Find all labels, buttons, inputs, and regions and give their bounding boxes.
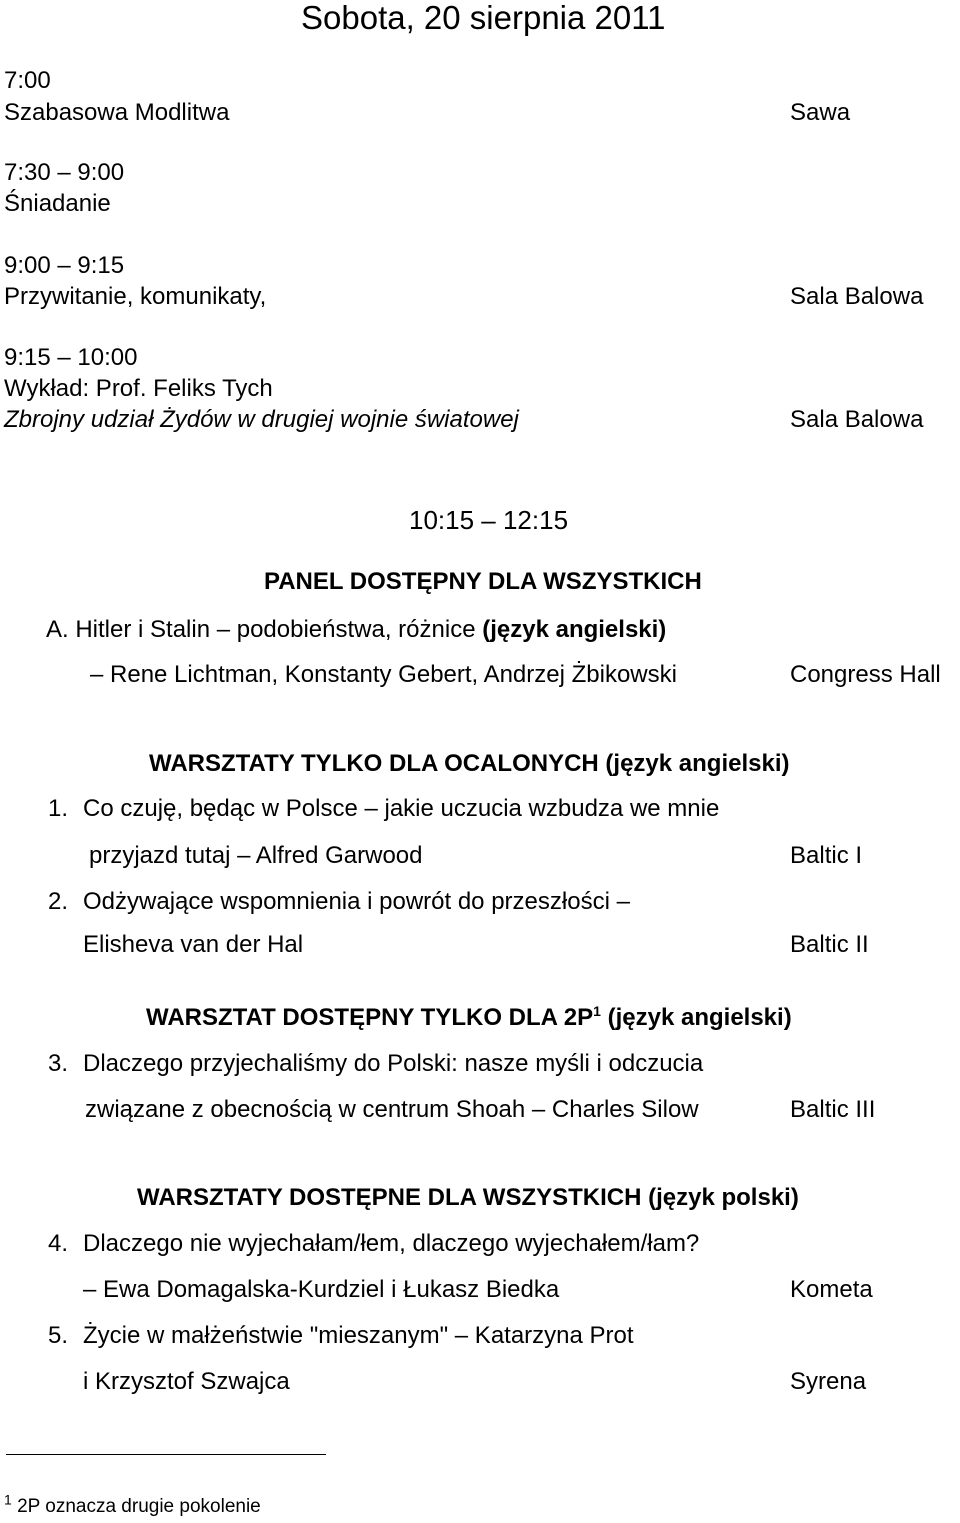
page-title: Sobota, 20 sierpnia 2011 — [301, 0, 666, 36]
panel-heading: PANEL DOSTĘPNY DLA WSZYSTKICH — [264, 568, 702, 595]
workshop-number: 2. — [48, 888, 69, 915]
workshop-title: Dlaczego przyjechaliśmy do Polski: nasze myśli i odczucia — [83, 1050, 704, 1077]
footnote-text: 2P oznacza drugie pokolenie — [17, 1496, 261, 1517]
panel-speakers: – Rene Lichtman, Konstanty Gebert, Andrzej Żbikowski — [90, 661, 677, 688]
workshop-number: 1. — [48, 795, 69, 822]
workshop-title: Dlaczego nie wyjechałam/łem, dlaczego wyjechałem/łam? — [83, 1230, 700, 1257]
workshop-title: Życie w małżeństwie "mieszanym" – Katarzyna Prot — [83, 1322, 634, 1349]
panel-line — [46, 615, 666, 645]
workshop-speaker: Elisheva van der Hal — [83, 931, 304, 958]
workshop-title: Odżywające wspomnienia i powrót do przeszłości – — [83, 888, 630, 915]
schedule-location: Sawa — [790, 99, 851, 126]
schedule-location: Sala Balowa — [790, 406, 924, 433]
panel-language: (język angielski) — [482, 616, 667, 643]
schedule-time: 7:30 – 9:00 — [4, 159, 125, 186]
workshop-number: 4. — [48, 1230, 69, 1257]
workshops-survivors-heading: WARSZTATY TYLKO DLA OCALONYCH (język angielski) — [149, 750, 790, 777]
lecture-title: Zbrojny udział Żydów w drugiej wojnie światowej — [4, 406, 519, 433]
panel-location: Congress Hall — [790, 661, 941, 688]
workshop-2p-heading — [146, 1003, 792, 1033]
workshop-title: Co czuję, będąc w Polsce – jakie uczucia wzbudza we mnie — [83, 795, 720, 822]
workshop-location: Syrena — [790, 1368, 867, 1395]
footnote — [4, 1491, 261, 1519]
footnote-divider — [6, 1454, 326, 1455]
workshop-speaker: związane z obecnością w centrum Shoah – Charles Silow — [85, 1096, 699, 1123]
workshop-2p-language: (język angielski) — [600, 1004, 792, 1031]
schedule-event: Szabasowa Modlitwa — [4, 99, 230, 126]
workshop-2p-heading-text: WARSZTAT DOSTĘPNY TYLKO DLA 2P — [146, 1004, 594, 1031]
workshop-speaker: przyjazd tutaj – Alfred Garwood — [89, 842, 423, 869]
schedule-time: 7:00 — [4, 67, 51, 94]
footnote-number: 1 — [4, 1491, 12, 1508]
workshop-speaker: – Ewa Domagalska-Kurdziel i Łukasz Biedka — [83, 1276, 560, 1303]
workshop-number: 3. — [48, 1050, 69, 1077]
schedule-event: Śniadanie — [4, 190, 111, 217]
schedule-event: Przywitanie, komunikaty, — [4, 283, 267, 310]
workshops-all-heading: WARSZTATY DOSTĘPNE DLA WSZYSTKICH (język polski) — [137, 1184, 799, 1211]
panel-topic: A. Hitler i Stalin – podobieństwa, różnice — [46, 616, 483, 643]
session-time: 10:15 – 12:15 — [409, 505, 569, 535]
schedule-event: Wykład: Prof. Feliks Tych — [4, 375, 273, 402]
schedule-location: Sala Balowa — [790, 283, 924, 310]
workshop-speaker: i Krzysztof Szwajca — [83, 1368, 290, 1395]
workshop-location: Kometa — [790, 1276, 873, 1303]
workshop-location: Baltic II — [790, 931, 869, 958]
footnote-ref: 1 — [593, 1003, 601, 1019]
workshop-location: Baltic III — [790, 1096, 876, 1123]
workshop-number: 5. — [48, 1322, 69, 1349]
workshop-location: Baltic I — [790, 842, 863, 869]
schedule-time: 9:00 – 9:15 — [4, 252, 125, 279]
schedule-time: 9:15 – 10:00 — [4, 344, 138, 371]
